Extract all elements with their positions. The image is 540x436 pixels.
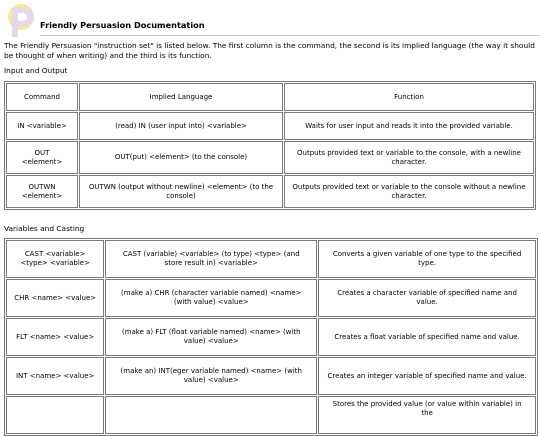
table-row [6,141,534,174]
section-title-variables-casting: Variables and Casting [4,224,85,233]
input-output-table [4,81,536,210]
column-header-implied-language: Implied Language [79,83,283,111]
implied-language-cell: (make an) INT(eger variable named) <name> (with value) <value> [105,357,317,395]
table-row [6,279,536,317]
table-header-row [6,83,534,111]
table-row [6,357,536,395]
function-cell: Outputs provided text or variable to the console, with a newline character. [284,141,534,174]
command-cell: OUT <element> [6,141,78,174]
section-title-input-output: Input and Output [4,66,68,75]
table-row [6,240,536,278]
function-cell: Creates a character variable of specified name and value. [318,279,536,317]
table-row [6,112,534,140]
column-header-command: Command [6,83,78,111]
variables-casting-table [4,238,538,436]
page-title: Friendly Persuasion Documentation [40,20,205,30]
command-cell: CAST <variable> <type> <variable> [6,240,104,278]
implied-language-cell: (make a) CHR (character variable named) <name> (with value) <value> [105,279,317,317]
function-cell: Waits for user input and reads it into the provided variable. [284,112,534,140]
column-header-function: Function [284,83,534,111]
function-cell: Outputs provided text or variable to the console without a newline character. [284,175,534,208]
function-cell: Creates a float variable of specified name and value. [318,318,536,356]
command-cell: INT <name> <value> [6,357,104,395]
implied-language-cell: (make a) FLT (float variable named) <name> (with value) <value> [105,318,317,356]
implied-language-cell: OUTWN (output without newline) <element> (to the console) [79,175,283,208]
implied-language-cell [105,396,317,434]
command-cell: OUTWN <element> [6,175,78,208]
function-cell: Converts a given variable of one type to the specified type. [318,240,536,278]
table-row [6,175,534,208]
table-row [6,318,536,356]
function-cell: Stores the provided value (or value within variable) in the [318,396,536,434]
command-cell [6,396,104,434]
command-cell: CHR <name> <value> [6,279,104,317]
function-cell: Creates an integer variable of specified name and value. [318,357,536,395]
implied-language-cell: OUT(put) <element> (to the console) [79,141,283,174]
implied-language-cell: (read) IN (user input into) <variable> [79,112,283,140]
intro-paragraph: The Friendly Persuasion "instruction set" is listed below. The first column is the command, the second is its implied language (the way it should be thought of when writing) and the third is its function. [4,41,535,60]
command-cell: FLT <name> <value> [6,318,104,356]
command-cell: IN <variable> [6,112,78,140]
table-row [6,396,536,434]
header-divider [40,35,540,36]
page-header [4,4,536,38]
letter-p-logo-icon [4,4,38,38]
implied-language-cell: CAST (variable) <variable> (to type) <type> (and store result in) <variable> [105,240,317,278]
